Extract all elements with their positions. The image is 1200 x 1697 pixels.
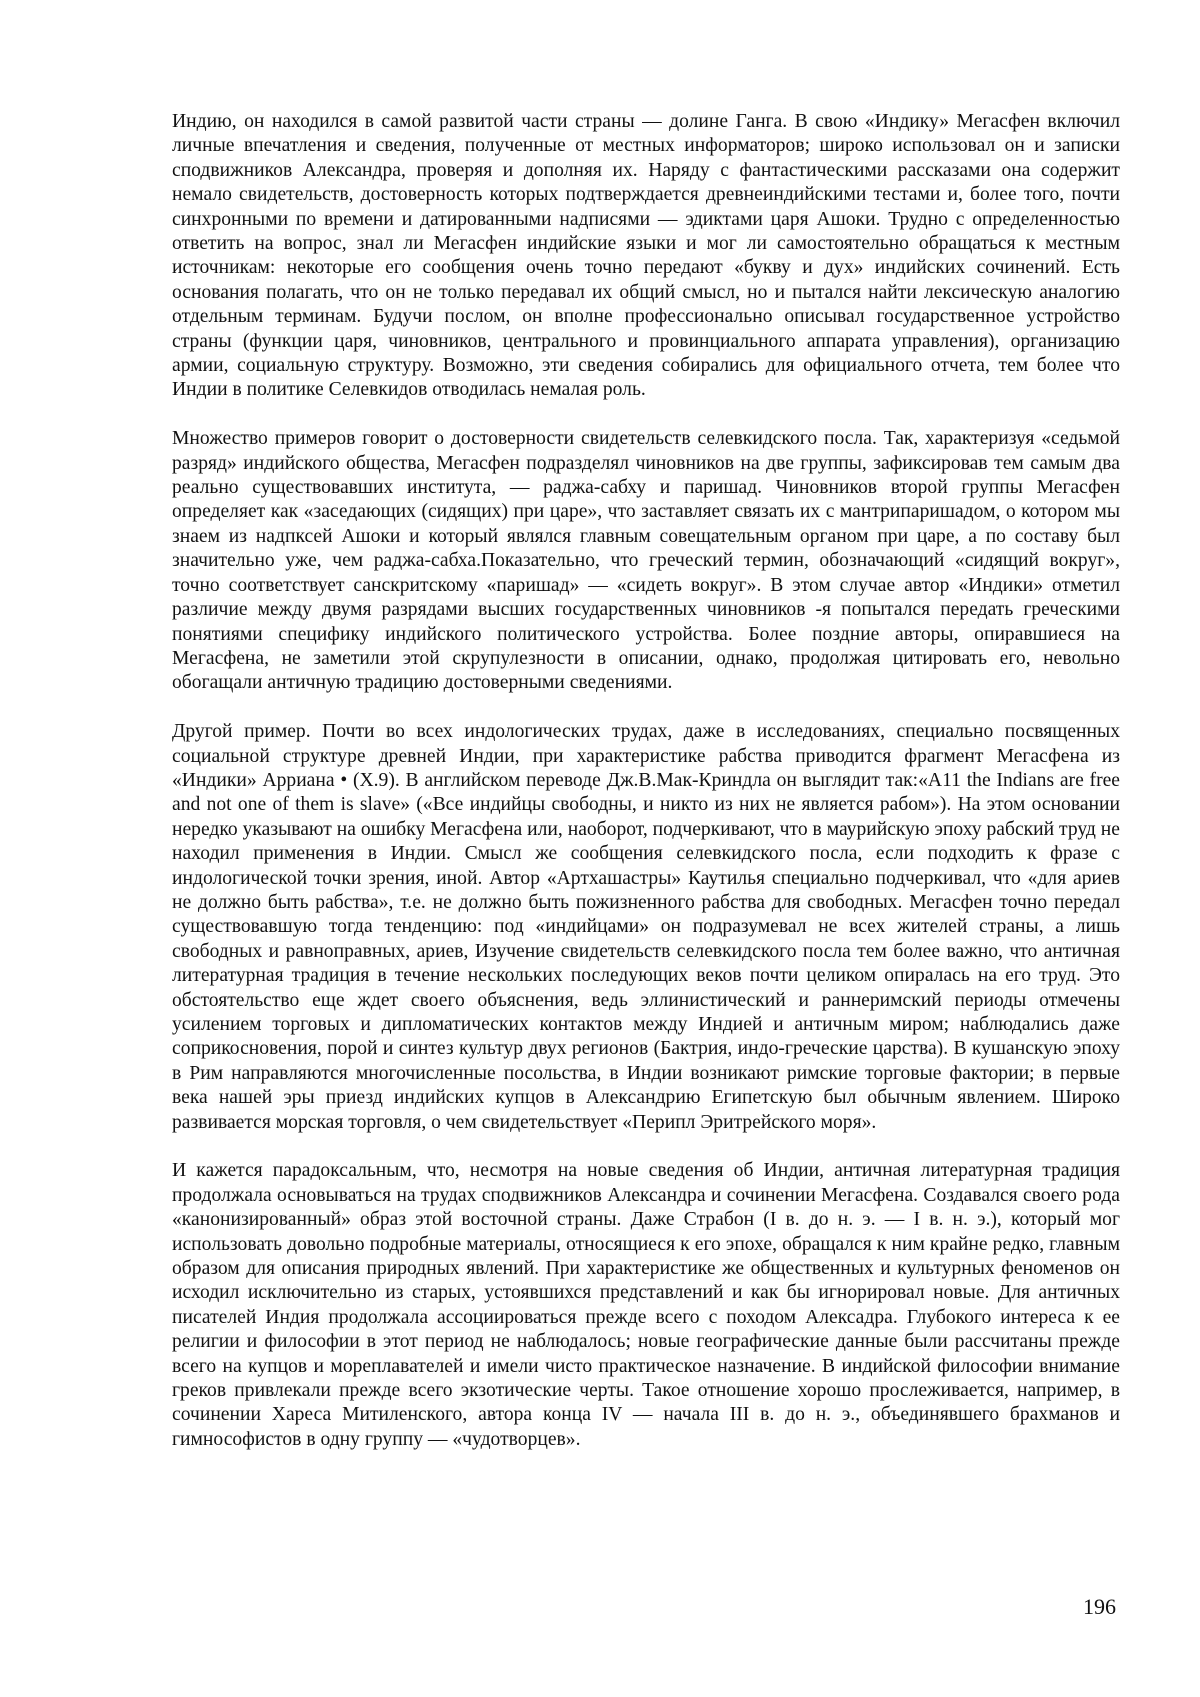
document-page <box>172 110 1120 1477</box>
paragraph-2: Множество примеров говорит о достоверности свидетельств селевкидского посла. Так, характеризуя «седьмой разряд» индийского общества, Мегасфен подразделял чиновников на две группы, зафиксировав тем самым два реально существовавших института, — раджа-сабху и паришад. Чиновников второй группы Мегасфен определяет как «заседающих (сидящих) при царе», что заставляет связать их с мантрипаришадом, о котором мы знаем из надпксей Ашоки и который являлся главным совещательным органом при царе, а по составу был значительно уже, чем раджа-сабха.Показательно, что греческий термин, обозначающий «сидящий вокруг», точно соответствует санскритскому «паришад» — «сидеть вокруг». В этом случае автор «Индики» отметил различие между двумя разрядами высших государственных чиновников -я попытался передать греческими понятиями специфику индийского политического устройства. Более поздние авторы, опиравшиеся на Мегасфена, не заметили этой скрупулезности в описании, однако, продолжая цитировать его, невольно обогащали античную традицию достоверными сведениями. <box>172 428 1120 694</box>
paragraph-1: Индию, он находился в самой развитой части страны — долине Ганга. В свою «Индику» Мегасфен включил личные впечатления и сведения, полученные от местных информаторов; широко использовал он и записки сподвижников Александра, проверяя и дополняя их. Наряду с фантастическими рассказами она содержит немало свидетельств, достоверность которых подтверждается древнеиндийскими тестами и, более того, почти синхронными по времени и датированными надписями — эдиктами царя Ашоки. Трудно с определенностью ответить на вопрос, знал ли Мегасфен индийские языки и мог ли самостоятельно обращаться к местным источникам: некоторые его сообщения очень точно передают «букву и дух» индийских сочинений. Есть основания полагать, что он не только передавал их общий смысл, но и пытался найти лексическую аналогию отдельным терминам. Будучи послом, он вполне профессионально описывал государственное устройство страны (функции царя, чиновников, центрального и провинциального аппарата управления), организацию армии, социальную структуру. Возможно, эти сведения собирались для официального отчета, тем более что Индии в политике Селевкидов отводилась немалая роль. <box>172 111 1120 401</box>
page-number: 196 <box>1083 1594 1116 1619</box>
paragraph-3: Другой пример. Почти во всех индологических трудах, даже в исследованиях, специально посвященных социальной структуре древней Индии, при характеристике рабства приводится фрагмент Мегасфена из «Индики» Арриана • (X.9). В английском переводе Дж.В.Мак-Криндла он выглядит так:«A11 the Indians are free and not one of them is slave» («Все индийцы свободны, и никто из них не является рабом»). На этом основании нередко указывают на ошибку Мегасфена или, наоборот, подчеркивают, что в маурийскую эпоху рабский труд не находил применения в Индии. Смысл же сообщения селевкидского посла, если подходить к фразе с индологической точки зрения, иной. Автор «Артхашастры» Каутилья специально подчеркивал, что «для ариев не должно быть рабства», т.е. не должно быть пожизненного рабства для свободных. Мегасфен точно передал существовавшую тогда тенденцию: под «индийцами» он подразумевал не всех жителей страны, а лишь свободных и равноправных, ариев, Изучение свидетельств селевкидского посла тем более важно, что античная литературная традиция в течение нескольких последующих веков почти целиком опиралась на его труд. Это обстоятельство еще ждет своего объяснения, ведь эллинистический и раннеримский периоды отмечены усилением торговых и дипломатических контактов между Индией и античным миром; наблюдались даже соприкосновения, порой и синтез культур двух регионов (Бактрия, индо-греческие царства). В кушанскую эпоху в Рим направляются многочисленные посольства, в Индии возникают римские торговые фактории; в первые века нашей эры приезд индийских купцов в Александрию Египетскую был обычным явлением. Широко развивается морская торговля, о чем свидетельствует «Перипл Эритрейского моря». <box>172 721 1120 1133</box>
paragraph-4: И кажется парадоксальным, что, несмотря на новые сведения об Индии, античная литературная традиция продолжала основываться на трудах сподвижников Александра и сочинении Мегасфена. Создавался своего рода «канонизированный» образ этой восточной страны. Даже Страбон (I в. до н. э. — I в. н. э.), который мог использовать довольно подробные материалы, относящиеся к его эпохе, обращался к ним крайне редко, главным образом для описания природных явлений. При характеристике же общественных и культурных феноменов он исходил исключительно из старых, устоявшихся представлений и как бы игнорировал новые. Для античных писателей Индия продолжала ассоциироваться прежде всего с походом Алексадра. Глубокого интереса к ее религии и философии в этот период не наблюдалось; новые географические данные были рассчитаны прежде всего на купцов и мореплавателей и имели чисто практическое назначение. В индийской философии внимание греков привлекали прежде всего экзотические черты. Такое отношение хорошо прослеживается, например, в сочинении Хареса Митиленского, автора конца IV — начала III в. до н. э., объединявшего брахманов и гимнософистов в одну группу — «чудотворцев». <box>172 1160 1120 1450</box>
